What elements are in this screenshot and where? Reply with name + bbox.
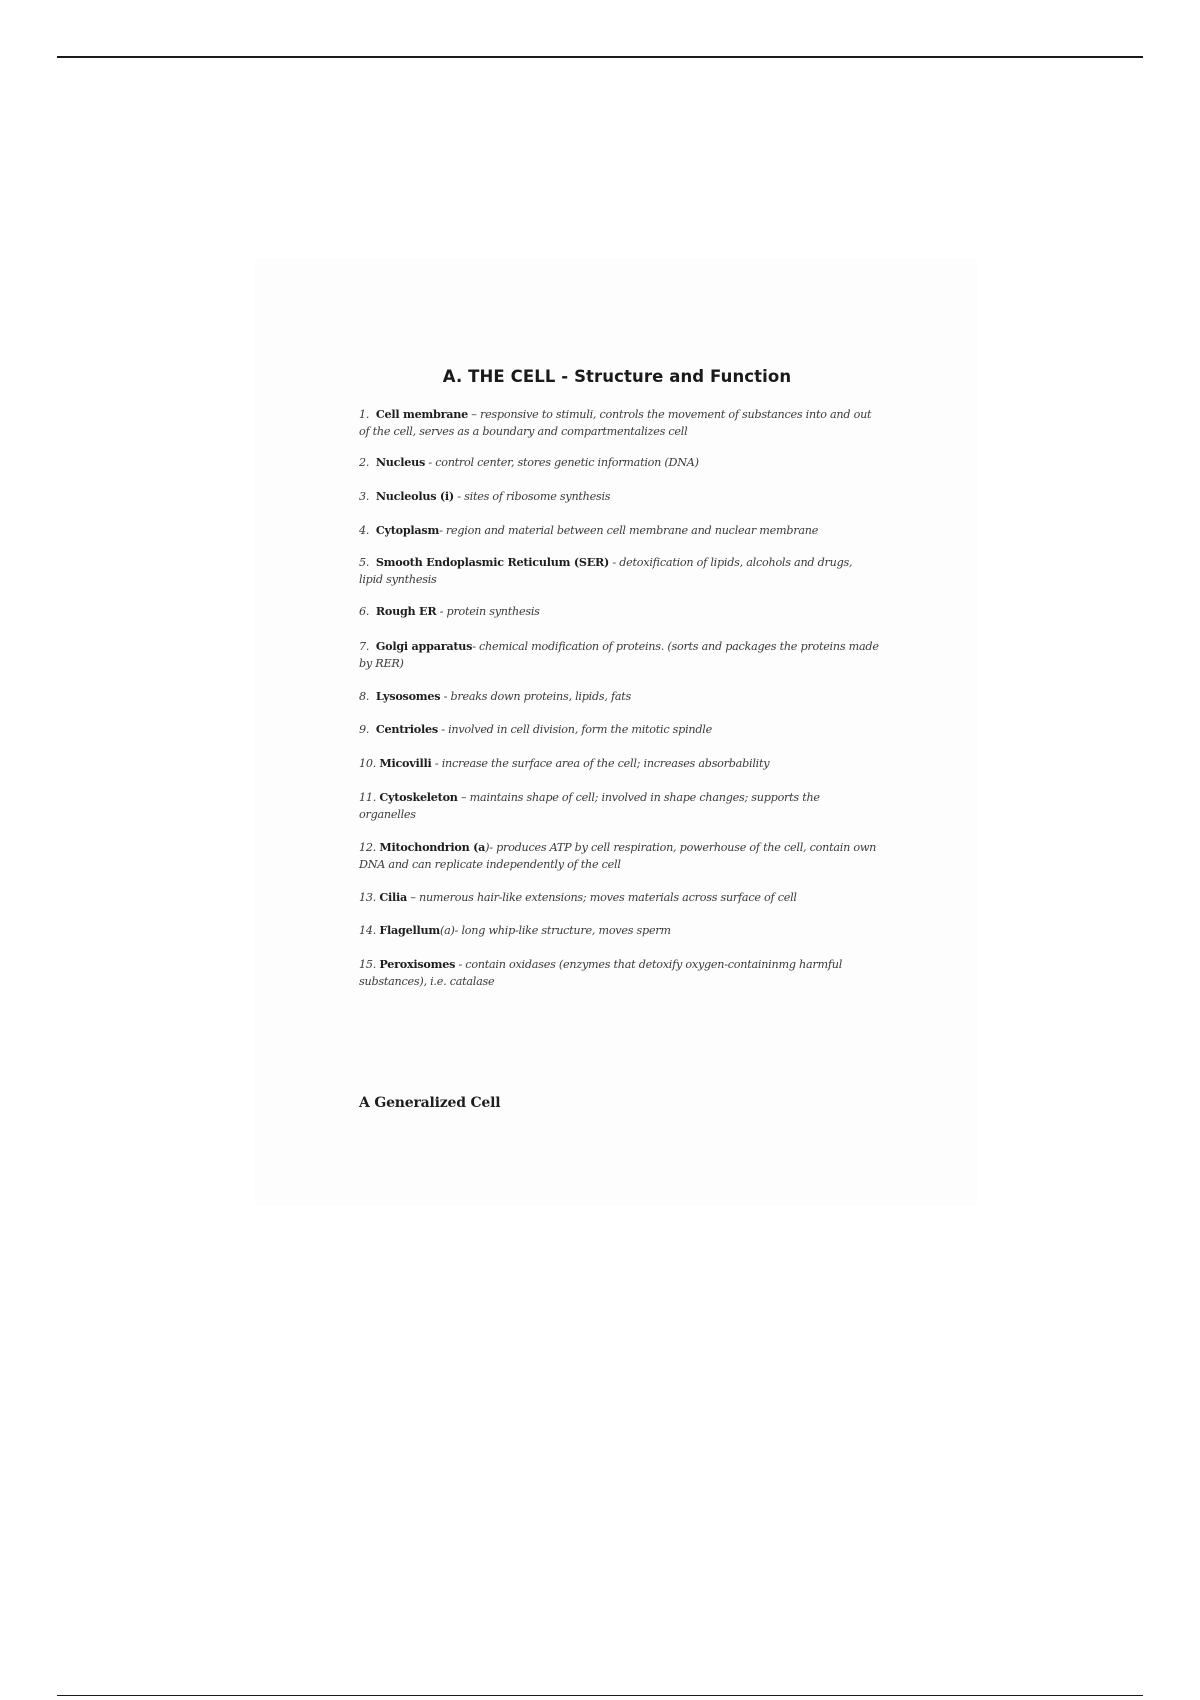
item-term: Peroxisomes [379, 957, 456, 971]
list-item: 7. Golgi apparatus- chemical modification of proteins. (sorts and packages the proteins made by RER) [359, 639, 879, 670]
list-item: 3. Nucleolus (i) - sites of ribosome synthesis [359, 489, 611, 503]
item-term: Cytoplasm [375, 523, 440, 537]
list-item: 4. Cytoplasm- region and material between cell membrane and nuclear membrane [359, 523, 819, 537]
list-item: 14. Flagellum(a)- long whip-like structure, moves sperm [359, 923, 671, 937]
list-item: 12. Mitochondrion (a)- produces ATP by cell respiration, powerhouse of the cell, contain own DNA and can replicate independently of the cell [359, 840, 877, 871]
item-term: Golgi apparatus [375, 639, 473, 653]
item-description: contain oxidases (enzymes that detoxify oxygen-containinmg harmful substances), i.e. catalase [359, 958, 843, 988]
top-rule [57, 56, 1143, 58]
list-item: 6. Rough ER - protein synthesis [359, 604, 540, 618]
list-item: 11. Cytoskeleton – maintains shape of cell; involved in shape changes; supports the organelles [359, 790, 820, 821]
item-description: sites of ribosome synthesis [464, 490, 611, 503]
item-description: region and material between cell membrane and nuclear membrane [445, 524, 819, 537]
item-term: Flagellum [379, 923, 440, 937]
item-description: chemical modification of proteins. (sorts and packages the proteins made by RER) [359, 640, 879, 670]
bottom-rule [57, 1695, 1143, 1696]
item-term: Nucleus [375, 455, 426, 469]
item-description: produces ATP by cell respiration, powerhouse of the cell, contain own DNA and can replicate independently of the cell [359, 841, 877, 871]
list-item: 13. Cilia – numerous hair-like extensions; moves materials across surface of cell [359, 890, 797, 904]
item-description: protein synthesis [446, 605, 540, 618]
section-subheading: A Generalized Cell [359, 1095, 501, 1111]
list-item: 1. Cell membrane – responsive to stimuli, controls the movement of substances into and out of the cell, serves as a boundary and compartmentalizes cell [359, 407, 872, 438]
list-item: 5. Smooth Endoplasmic Reticulum (SER) - detoxification of lipids, alcohols and drugs, lipid synthesis [359, 555, 853, 586]
item-description: control center, stores genetic information (DNA) [435, 456, 699, 469]
item-term: Cytoskeleton [379, 790, 458, 804]
item-description: breaks down proteins, lipids, fats [450, 690, 632, 703]
item-description: numerous hair-like extensions; moves materials across surface of cell [418, 891, 797, 904]
item-term: Smooth Endoplasmic Reticulum (SER) [375, 555, 610, 569]
list-item: 2. Nucleus - control center, stores genetic information (DNA) [359, 455, 699, 469]
scanned-page [255, 258, 977, 1206]
item-term: Lysosomes [375, 689, 441, 703]
item-description: maintains shape of cell; involved in shape changes; supports the organelles [359, 791, 820, 821]
item-term: Rough ER [375, 604, 437, 618]
list-item: 9. Centrioles - involved in cell division, form the mitotic spindle [359, 722, 712, 736]
item-description: long whip-like structure, moves sperm [461, 924, 671, 937]
item-term: Nucleolus (i) [375, 489, 454, 503]
item-term: Micovilli [379, 756, 432, 770]
item-description: increase the surface area of the cell; increases absorbability [441, 757, 770, 770]
item-term: Centrioles [375, 722, 438, 736]
document-title: A. THE CELL - Structure and Function [442, 367, 792, 386]
item-term: Mitochondrion (a [379, 840, 486, 854]
item-term: Cilia [379, 890, 408, 904]
list-item: 10. Micovilli - increase the surface area of the cell; increases absorbability [359, 756, 770, 770]
item-term: Cell membrane [375, 407, 468, 421]
list-item: 15. Peroxisomes - contain oxidases (enzymes that detoxify oxygen-containinmg harmful substances), i.e. catalase [359, 957, 843, 988]
item-description: detoxification of lipids, alcohols and drugs, lipid synthesis [359, 556, 853, 586]
list-item: 8. Lysosomes - breaks down proteins, lipids, fats [359, 689, 632, 703]
item-description: involved in cell division, form the mitotic spindle [448, 723, 712, 736]
item-description: responsive to stimuli, controls the movement of substances into and out of the cell, serves as a boundary and compartmentalizes cell [359, 408, 872, 438]
